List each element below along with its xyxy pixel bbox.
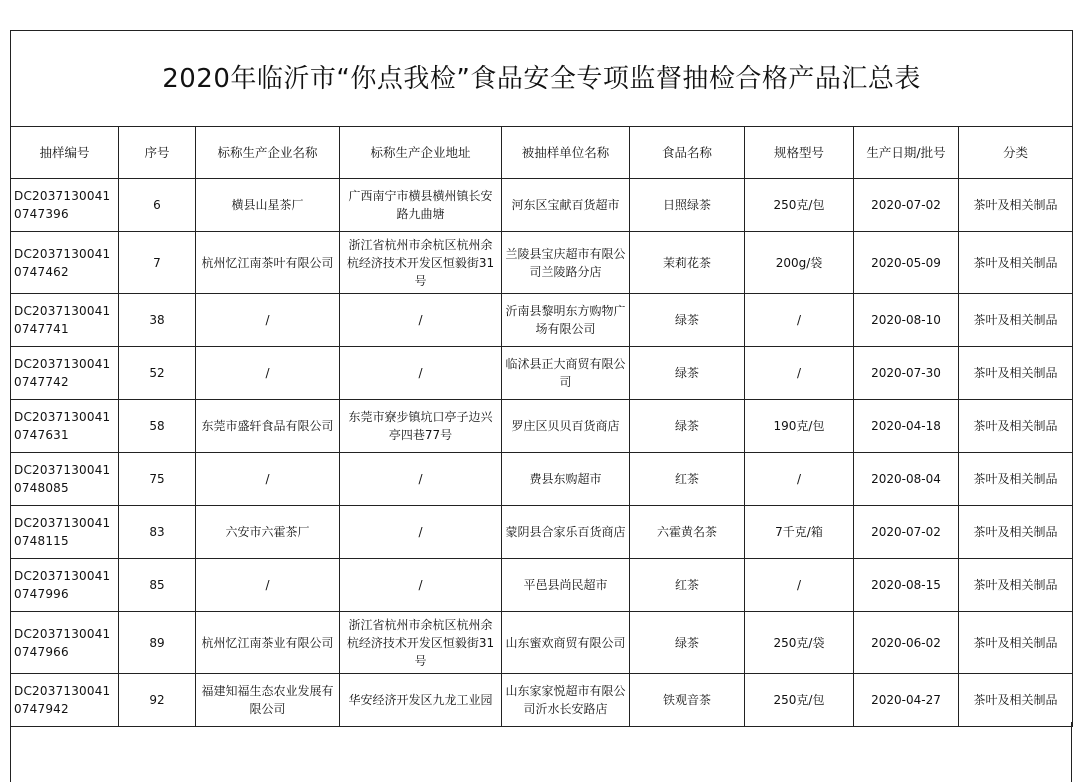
- cell-sample-code: DC20371300410748085: [11, 453, 119, 506]
- cell-maker: /: [196, 453, 340, 506]
- cell-sample-code: DC20371300410747396: [11, 179, 119, 232]
- cell-maker-address: 浙江省杭州市余杭区杭州余杭经济技术开发区恒毅街31号: [340, 232, 502, 294]
- cell-maker: 杭州忆江南茶叶有限公司: [196, 232, 340, 294]
- cell-spec: 200g/袋: [745, 232, 854, 294]
- cell-food-name: 绿茶: [630, 294, 745, 347]
- cell-category: 茶叶及相关制品: [959, 232, 1073, 294]
- cell-date: 2020-04-18: [854, 400, 959, 453]
- cell-spec: /: [745, 294, 854, 347]
- table-row: [11, 612, 1073, 674]
- col-header-date: 生产日期/批号: [854, 127, 959, 179]
- table-row: [11, 179, 1073, 232]
- cell-maker: 六安市六霍茶厂: [196, 506, 340, 559]
- cell-date: 2020-07-02: [854, 506, 959, 559]
- cell-maker-address: 华安经济开发区九龙工业园: [340, 674, 502, 727]
- cell-sampled-unit: 临沭县正大商贸有限公司: [502, 347, 630, 400]
- left-margin-line: [10, 722, 11, 782]
- cell-spec: 190克/包: [745, 400, 854, 453]
- cell-serial-no: 38: [119, 294, 196, 347]
- cell-sampled-unit: 河东区宝献百货超市: [502, 179, 630, 232]
- cell-sample-code: DC20371300410747741: [11, 294, 119, 347]
- cell-date: 2020-08-10: [854, 294, 959, 347]
- right-margin-line: [1071, 722, 1072, 782]
- col-header-maker-address: 标称生产企业地址: [340, 127, 502, 179]
- cell-spec: 7千克/箱: [745, 506, 854, 559]
- cell-spec: 250克/包: [745, 179, 854, 232]
- cell-date: 2020-07-30: [854, 347, 959, 400]
- cell-food-name: 铁观音茶: [630, 674, 745, 727]
- cell-category: 茶叶及相关制品: [959, 400, 1073, 453]
- cell-maker-address: /: [340, 506, 502, 559]
- cell-maker-address: /: [340, 347, 502, 400]
- table-title: 2020年临沂市“你点我检”食品安全专项监督抽检合格产品汇总表: [11, 31, 1073, 127]
- cell-date: 2020-08-15: [854, 559, 959, 612]
- cell-date: 2020-05-09: [854, 232, 959, 294]
- cell-food-name: 绿茶: [630, 400, 745, 453]
- cell-spec: 250克/包: [745, 674, 854, 727]
- cell-maker: 东莞市盛轩食品有限公司: [196, 400, 340, 453]
- cell-sampled-unit: 罗庄区贝贝百货商店: [502, 400, 630, 453]
- table-row: [11, 347, 1073, 400]
- col-header-spec: 规格型号: [745, 127, 854, 179]
- cell-date: 2020-06-02: [854, 612, 959, 674]
- cell-date: 2020-04-27: [854, 674, 959, 727]
- cell-sampled-unit: 山东蜜欢商贸有限公司: [502, 612, 630, 674]
- cell-sample-code: DC20371300410748115: [11, 506, 119, 559]
- cell-maker-address: /: [340, 294, 502, 347]
- cell-sampled-unit: 蒙阴县合家乐百货商店: [502, 506, 630, 559]
- cell-maker-address: /: [340, 559, 502, 612]
- cell-sample-code: DC20371300410747631: [11, 400, 119, 453]
- cell-category: 茶叶及相关制品: [959, 453, 1073, 506]
- cell-serial-no: 75: [119, 453, 196, 506]
- cell-category: 茶叶及相关制品: [959, 559, 1073, 612]
- table-row: [11, 559, 1073, 612]
- cell-category: 茶叶及相关制品: [959, 612, 1073, 674]
- col-header-sample-code: 抽样编号: [11, 127, 119, 179]
- cell-serial-no: 58: [119, 400, 196, 453]
- cell-serial-no: 52: [119, 347, 196, 400]
- cell-date: 2020-08-04: [854, 453, 959, 506]
- cell-spec: /: [745, 559, 854, 612]
- cell-spec: 250克/袋: [745, 612, 854, 674]
- cell-serial-no: 85: [119, 559, 196, 612]
- cell-spec: /: [745, 347, 854, 400]
- cell-sample-code: DC20371300410747942: [11, 674, 119, 727]
- cell-maker-address: 广西南宁市横县横州镇长安路九曲塘: [340, 179, 502, 232]
- cell-sampled-unit: 费县东购超市: [502, 453, 630, 506]
- cell-maker: 横县山星茶厂: [196, 179, 340, 232]
- cell-food-name: 日照绿茶: [630, 179, 745, 232]
- table-row: [11, 506, 1073, 559]
- cell-category: 茶叶及相关制品: [959, 294, 1073, 347]
- cell-food-name: 红茶: [630, 559, 745, 612]
- cell-sampled-unit: 山东家家悦超市有限公司沂水长安路店: [502, 674, 630, 727]
- cell-food-name: 茉莉花茶: [630, 232, 745, 294]
- col-header-food-name: 食品名称: [630, 127, 745, 179]
- cell-maker: /: [196, 294, 340, 347]
- table-row: [11, 453, 1073, 506]
- cell-food-name: 红茶: [630, 453, 745, 506]
- table-row: [11, 232, 1073, 294]
- col-header-sampled-unit: 被抽样单位名称: [502, 127, 630, 179]
- cell-food-name: 绿茶: [630, 612, 745, 674]
- cell-date: 2020-07-02: [854, 179, 959, 232]
- table-row: [11, 674, 1073, 727]
- col-header-maker: 标称生产企业名称: [196, 127, 340, 179]
- cell-food-name: 六霍黄名茶: [630, 506, 745, 559]
- cell-maker: 杭州忆江南茶业有限公司: [196, 612, 340, 674]
- cell-maker: /: [196, 347, 340, 400]
- cell-serial-no: 89: [119, 612, 196, 674]
- cell-sample-code: DC20371300410747996: [11, 559, 119, 612]
- cell-maker-address: /: [340, 453, 502, 506]
- cell-category: 茶叶及相关制品: [959, 506, 1073, 559]
- cell-spec: /: [745, 453, 854, 506]
- cell-serial-no: 92: [119, 674, 196, 727]
- cell-maker: /: [196, 559, 340, 612]
- cell-sampled-unit: 沂南县黎明东方购物广场有限公司: [502, 294, 630, 347]
- cell-category: 茶叶及相关制品: [959, 674, 1073, 727]
- cell-maker-address: 浙江省杭州市余杭区杭州余杭经济技术开发区恒毅街31号: [340, 612, 502, 674]
- cell-serial-no: 6: [119, 179, 196, 232]
- cell-sample-code: DC20371300410747966: [11, 612, 119, 674]
- table-row: [11, 294, 1073, 347]
- col-header-serial-no: 序号: [119, 127, 196, 179]
- cell-food-name: 绿茶: [630, 347, 745, 400]
- summary-table: [10, 30, 1073, 727]
- header-row: [11, 127, 1073, 179]
- cell-sample-code: DC20371300410747462: [11, 232, 119, 294]
- cell-sampled-unit: 平邑县尚民超市: [502, 559, 630, 612]
- cell-sampled-unit: 兰陵县宝庆超市有限公司兰陵路分店: [502, 232, 630, 294]
- table-row: [11, 400, 1073, 453]
- cell-serial-no: 83: [119, 506, 196, 559]
- col-header-category: 分类: [959, 127, 1073, 179]
- cell-category: 茶叶及相关制品: [959, 347, 1073, 400]
- cell-sample-code: DC20371300410747742: [11, 347, 119, 400]
- cell-serial-no: 7: [119, 232, 196, 294]
- cell-category: 茶叶及相关制品: [959, 179, 1073, 232]
- cell-maker: 福建知福生态农业发展有限公司: [196, 674, 340, 727]
- cell-maker-address: 东莞市寮步镇坑口亭子边兴亭四巷77号: [340, 400, 502, 453]
